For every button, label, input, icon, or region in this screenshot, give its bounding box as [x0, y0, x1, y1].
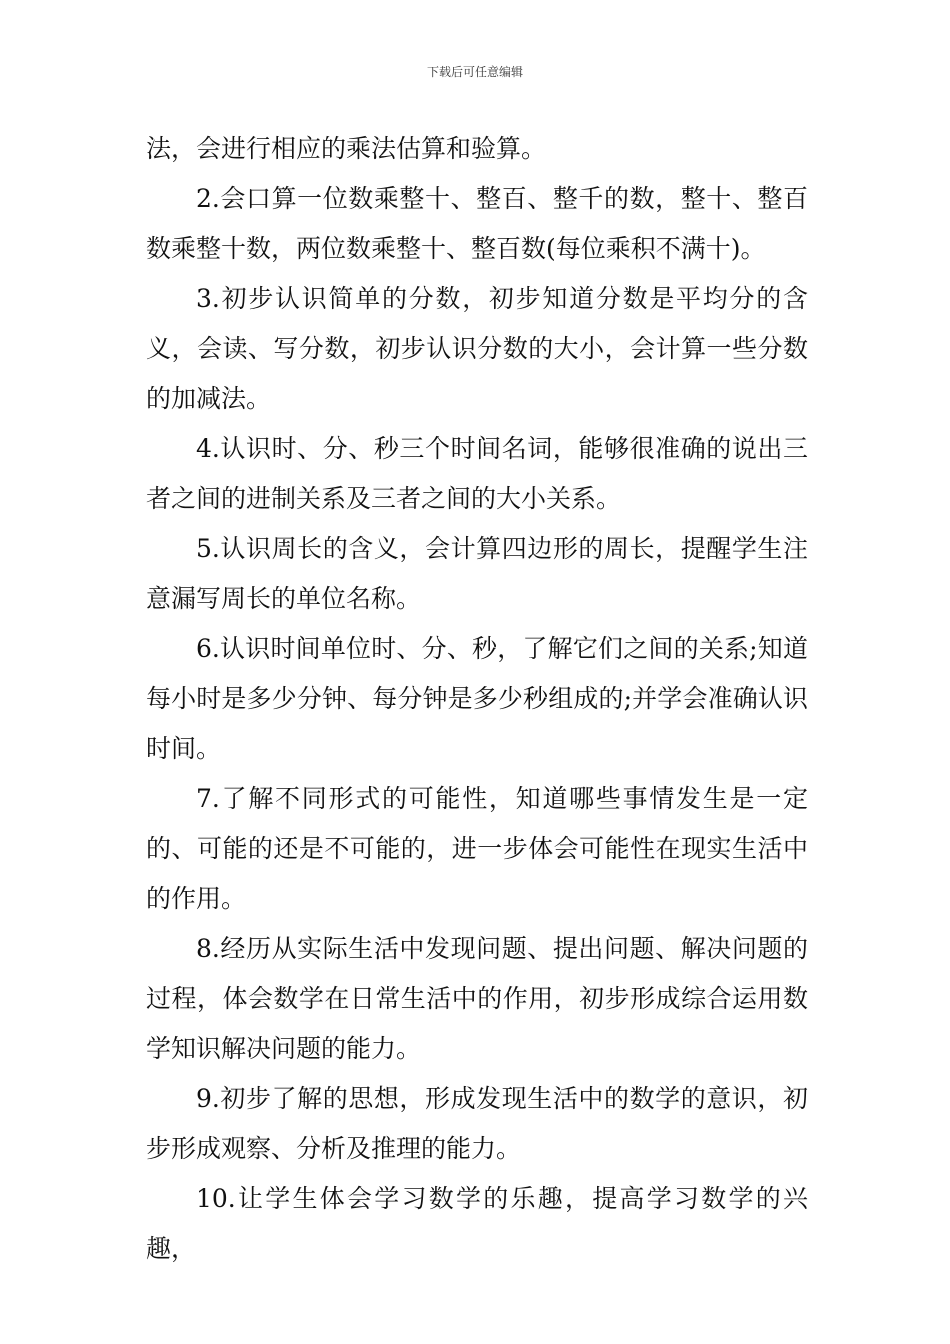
- page-header: 下载后可任意编辑: [426, 65, 523, 79]
- document-body: [146, 124, 808, 1274]
- paragraph-item-9: 9.初步了解的思想，形成发现生活中的数学的意识，初步形成观察、分析及推理的能力。: [146, 1084, 808, 1163]
- paragraph-item-2: 2.会口算一位数乘整十、整百、整千的数，整十、整百数乘整十数，两位数乘整十、整百数(每位乘积不满十)。: [146, 184, 808, 263]
- paragraph-item-6: 6.认识时间单位时、分、秒，了解它们之间的关系;知道每小时是多少分钟、每分钟是多少秒组成的;并学会准确认识时间。: [146, 634, 808, 763]
- paragraph-item-10: 10.让学生体会学习数学的乐趣，提高学习数学的兴趣，: [146, 1184, 808, 1263]
- paragraph-item-3: 3.初步认识简单的分数，初步知道分数是平均分的含义，会读、写分数，初步认识分数的大小，会计算一些分数的加减法。: [146, 284, 808, 413]
- paragraph-item-7: 7.了解不同形式的可能性，知道哪些事情发生是一定的、可能的还是不可能的，进一步体会可能性在现实生活中的作用。: [146, 784, 808, 913]
- paragraph-item-8: 8.经历从实际生活中发现问题、提出问题、解决问题的过程，体会数学在日常生活中的作用，初步形成综合运用数学知识解决问题的能力。: [146, 934, 808, 1063]
- paragraph-item-5: 5.认识周长的含义，会计算四边形的周长，提醒学生注意漏写周长的单位名称。: [146, 534, 808, 613]
- paragraph-item-4: 4.认识时、分、秒三个时间名词，能够很准确的说出三者之间的进制关系及三者之间的大小关系。: [146, 434, 808, 513]
- paragraph-continuation: 法，会进行相应的乘法估算和验算。: [146, 134, 547, 163]
